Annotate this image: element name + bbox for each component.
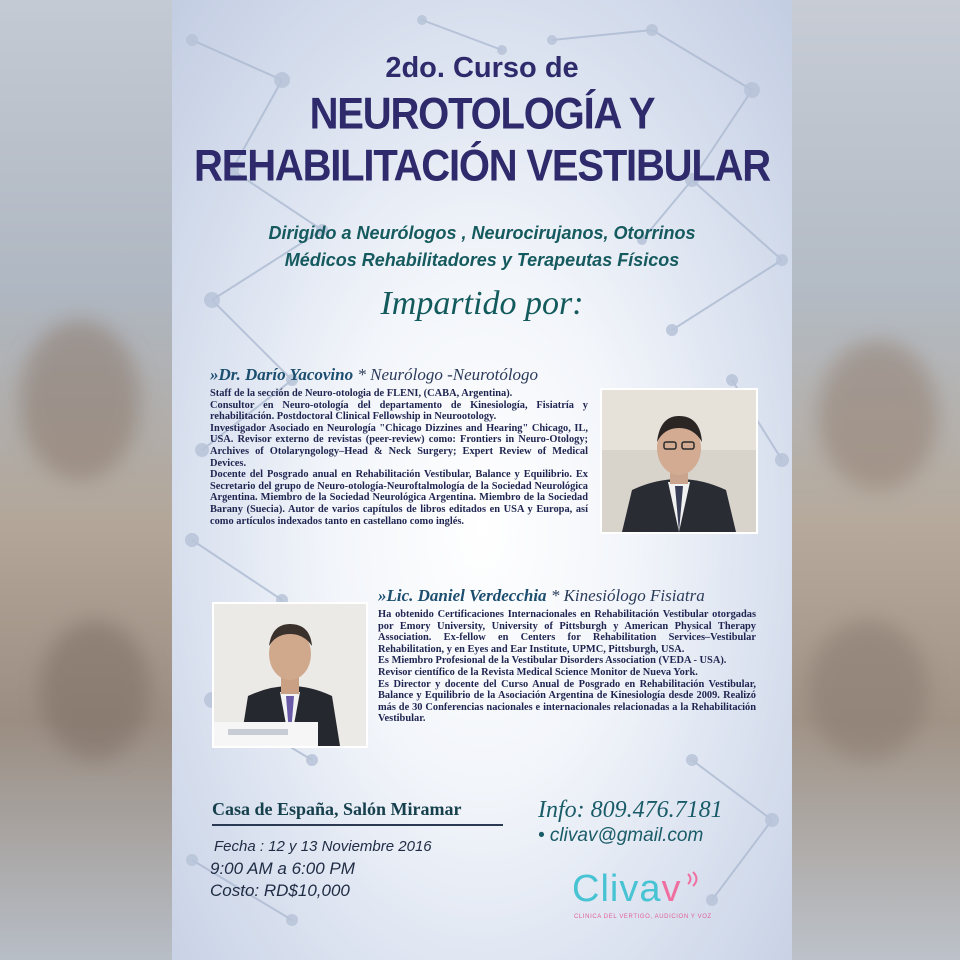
- clivav-logo: [572, 868, 747, 928]
- speaker1-bio: [210, 388, 588, 527]
- audience-line1: Dirigido a Neurólogos , Neurocirujanos, Otorrinos: [268, 223, 696, 243]
- contact-email: • clivav@gmail.com: [538, 825, 704, 846]
- speaker2-name-text: »Lic. Daniel Verdecchia: [378, 586, 547, 605]
- contact-phone: Info: 809.476.7181: [538, 797, 723, 823]
- speaker1-name: [210, 365, 538, 385]
- speaker2-bio-p3: Revisor científico de la Revista Medical Science Monitor de Nueva York.: [378, 666, 698, 678]
- event-cost: Costo: RD$10,000: [210, 881, 350, 900]
- sound-wave-icon: [684, 870, 704, 888]
- speaker2-bio: [378, 609, 756, 725]
- speaker2-role: * Kinesiólogo Fisiatra: [546, 586, 705, 605]
- speaker1-portrait-illustration: [602, 390, 756, 532]
- impartido-heading: Impartido por:: [380, 285, 584, 322]
- logo-word-accent: v: [661, 868, 682, 910]
- course-poster: [172, 0, 792, 960]
- speaker1-bio-p4: Docente del Posgrado anual en Rehabilitación Vestibular, Balance y Equilibrio. Ex Secretario del grupo de Neuro-otología-Neuroftalmología de la Sociedad Neurológica Argentina. Miembro de la Sociedad Neurológica Argentina. Miembro de la Sociedad Barany (Suecia). Autor de varios capítulos de libros editados en USA y Europa, así como artículos indexados tanto en castellano como inglés.: [210, 469, 588, 527]
- logo-word-main: Cliva: [572, 868, 662, 910]
- course-title-line1: NEUROTOLOGÍA Y: [309, 89, 655, 139]
- speaker1-bio-p2: Consultor en Neuro-otología del departamento de Kinesiología, Fisiatría y rehabilitación. Postdoctoral Clinical Fellowship in Neurootology.: [210, 399, 588, 423]
- clivav-logo-tagline: CLINICA DEL VERTIGO, AUDICION Y VOZ: [574, 914, 712, 920]
- speaker1-role: * Neurólogo -Neurotólogo: [353, 365, 539, 384]
- blurred-background-right: [788, 0, 960, 960]
- event-date: Fecha : 12 y 13 Noviembre 2016: [214, 838, 432, 855]
- speaker1-bio-p3: Investigador Asociado en Neurología "Chicago Dizzines and Hearing" Chicago, IL, USA. Revisor externo de revistas (peer-review) como: Frontiers in Neuro-Otology; Archives of Otolaryngology–Head & Neck Surgery; Expert Review of Medical Devices.: [210, 422, 588, 469]
- clivav-logo-wordmark: [572, 868, 681, 911]
- speaker2-bio-p1: Ha obtenido Certificaciones Internacionales en Rehabilitación Vestibular otorgadas por Emory University, University of Pittsburgh y American Physical Therapy Association. Ex-fellow en Centers for Rehabilitation Services–Vestibular Rehabilitation, y en Eyes and Ear Institute, UPMC, Pittsburgh, USA.: [378, 609, 756, 655]
- speaker2-name: [378, 586, 705, 606]
- speaker1-bio-p1: Staff de la sección de Neuro-otologia de FLENI, (CABA, Argentina).: [210, 388, 513, 399]
- blurred-background-left: [0, 0, 172, 960]
- course-title-line2: REHABILITACIÓN VESTIBULAR: [194, 141, 770, 191]
- audience-line2: Médicos Rehabilitadores y Terapeutas Físicos: [284, 250, 680, 270]
- speaker2-bio-p4: Es Director y docente del Curso Anual de Posgrado en Rehabilitación Vestibular, Balance y Equilibrio de la Asociación Argentina de Kinesiología desde 2009. Realizó más de 30 Conferencias nacionales e internacionales relacionadas a la Rehabilitación Vestibular.: [378, 678, 756, 725]
- event-time: 9:00 AM a 6:00 PM: [210, 859, 355, 878]
- speaker1-name-text: »Dr. Darío Yacovino: [210, 365, 354, 384]
- speaker2-bio-p2: Es Miembro Profesional de la Vestibular Disorders Association (VEDA - USA).: [378, 655, 727, 667]
- speaker2-portrait-illustration: [214, 604, 366, 746]
- event-venue: Casa de España, Salón Miramar: [212, 799, 503, 826]
- speaker1-photo: [600, 388, 758, 534]
- course-subtitle: 2do. Curso de: [385, 52, 579, 84]
- speaker2-photo: [212, 602, 368, 748]
